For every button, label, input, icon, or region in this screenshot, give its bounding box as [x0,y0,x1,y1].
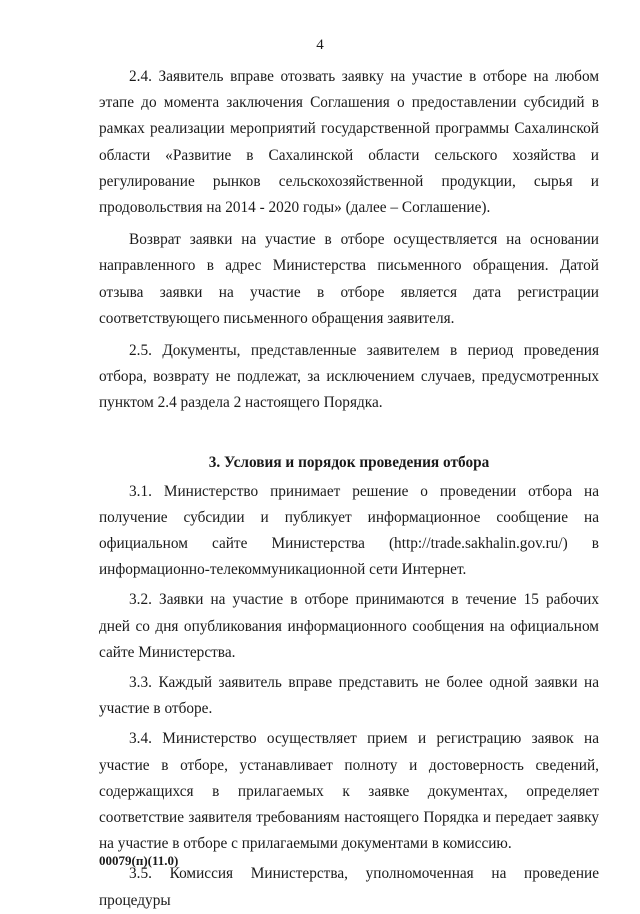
paragraph-2-4: 2.4. Заявитель вправе отозвать заявку на участие в отборе на любом этапе до момента заключения Соглашения о предоставлении субсидий в рамках реализации мероприятий государственной программы Сахалинской области «Развитие в Сахалинской области сельского хозяйства и регулирование рынков сельскохозяйственной продукции, сырья и продовольствия на 2014 - 2020 годы» (далее – Соглашение). [99,68,599,217]
paragraph-2-4-return: Возврат заявки на участие в отборе осуществляется на основании направленного в адрес Министерства письменного обращения. Датой отзыва заявки на участие в отборе является дата регистрации соответствующего письменного обращения заявителя. [99,231,599,327]
document-body [99,64,599,914]
section-3-heading: 3. Условия и порядок проведения отбора [208,453,490,471]
page-number: 4 [316,37,324,53]
paragraph-3-2: 3.2. Заявки на участие в отборе принимаются в течение 15 рабочих дней со дня опубликования информационного сообщения на официальном сайте Министерства. [99,591,599,661]
paragraph-3-4: 3.4. Министерство осуществляет прием и регистрацию заявок на участие в отборе, устанавливает полноту и достоверность сведений, содержащихся в прилагаемых к заявке документах, определяет соответствие заявителя требованиям настоящего Порядка и передает заявку на участие в отборе с прилагаемыми документами в комиссию. [99,730,599,853]
paragraph-3-1: 3.1. Министерство принимает решение о проведении отбора на получение субсидии и публикует информационное сообщение на официальном сайте Министерства (http://trade.sakhalin.gov.ru/) в информационно-телекоммуникационной сети Интернет. [99,482,599,579]
paragraph-2-5: 2.5. Документы, представленные заявителем в период проведения отбора, возврату не подлежат, за исключением случаев, предусмотренных пунктом 2.4 раздела 2 настоящего Порядка. [99,342,599,412]
paragraph-3-3: 3.3. Каждый заявитель вправе представить не более одной заявки на участие в отборе. [99,674,599,718]
paragraph-3-5: 3.5. Комиссия Министерства, уполномоченная на проведение процедуры [99,865,599,909]
document-code-footer: 00079(п)(11.0) [99,853,179,868]
